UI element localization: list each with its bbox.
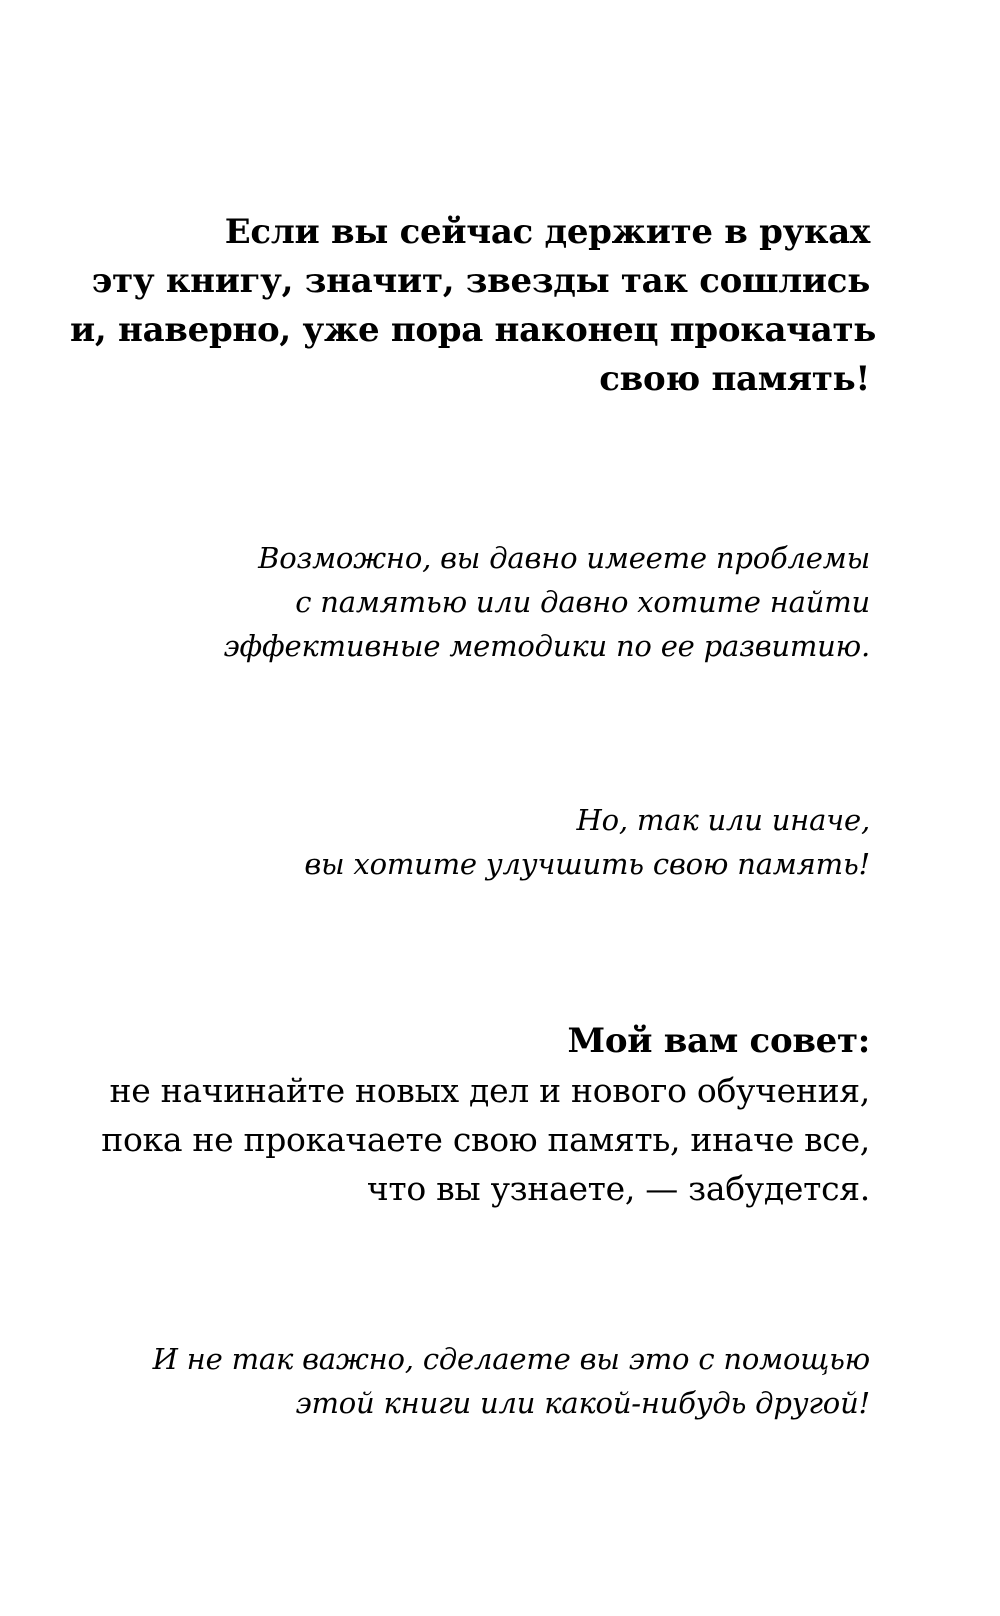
closing-line: И не так важно, сделаете вы это с помощью bbox=[152, 1342, 870, 1376]
intro-line: эту книгу, значит, звезды так сошлись bbox=[91, 261, 870, 301]
possibly-line: с памятью или давно хотите найти bbox=[295, 585, 870, 619]
closing-paragraph bbox=[70, 1337, 870, 1425]
advice-line: не начинайте новых дел и нового обучения, bbox=[109, 1071, 870, 1110]
anyway-paragraph bbox=[70, 798, 870, 886]
advice-line: что вы узнаете, — забудется. bbox=[366, 1169, 870, 1208]
intro-line: Если вы сейчас держите в руках bbox=[224, 212, 870, 252]
intro-line: свою память! bbox=[599, 359, 870, 399]
possibly-line: эффективные методики по ее развитию. bbox=[223, 629, 870, 663]
advice-line: пока не прокачаете свою память, иначе все, bbox=[101, 1120, 870, 1159]
anyway-line: Но, так или иначе, bbox=[576, 803, 870, 837]
intro-line: и, наверно, уже пора наконец прокачать bbox=[70, 310, 877, 350]
advice-paragraph bbox=[70, 1017, 870, 1213]
anyway-line: вы хотите улучшить свою память! bbox=[304, 847, 870, 881]
advice-heading: Мой вам совет: bbox=[567, 1021, 870, 1061]
possibly-line: Возможно, вы давно имеете проблемы bbox=[258, 541, 870, 575]
possibly-paragraph bbox=[70, 536, 870, 668]
intro-paragraph bbox=[70, 208, 877, 404]
closing-line: этой книги или какой-нибудь другой! bbox=[295, 1386, 870, 1420]
